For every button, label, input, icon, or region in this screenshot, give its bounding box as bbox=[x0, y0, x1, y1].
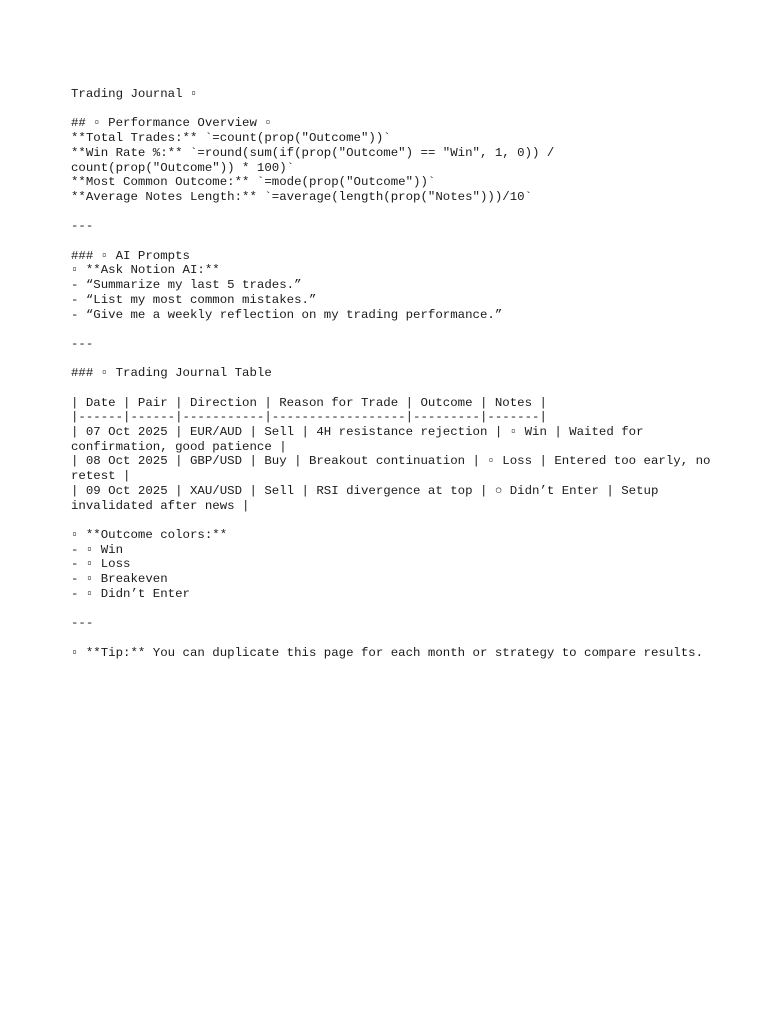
table-row: | 07 Oct 2025 | EUR/AUD | Sell | 4H resistance rejection | ▫ Win | Waited for confirmation, good patience | bbox=[71, 425, 651, 454]
blank-line bbox=[71, 631, 712, 646]
blank-line bbox=[71, 352, 712, 367]
divider: --- bbox=[71, 336, 94, 351]
document-body bbox=[71, 87, 718, 660]
blank-line bbox=[71, 234, 712, 249]
heading-ai-prompts: ### ▫ AI Prompts bbox=[71, 248, 190, 263]
prompt-item: - “List my most common mistakes.” bbox=[71, 292, 317, 307]
blank-line bbox=[71, 381, 712, 396]
prompt-item: - “Summarize my last 5 trades.” bbox=[71, 278, 302, 293]
doc-title: Trading Journal ▫ bbox=[71, 87, 198, 101]
blank-line bbox=[71, 322, 712, 337]
table-row: | 08 Oct 2025 | GBP/USD | Buy | Breakout continuation | ▫ Loss | Entered too early, no retest | bbox=[71, 454, 718, 484]
heading-performance-overview: ## ▫ Performance Overview ▫ bbox=[71, 116, 272, 131]
blank-line bbox=[71, 205, 712, 220]
divider: --- bbox=[71, 219, 94, 234]
ask-notion-ai-line: ▫ **Ask Notion AI:** bbox=[71, 263, 220, 278]
win-rate-line: **Win Rate %:** `=round(sum(if(prop("Outcome") == "Win", 1, 0)) / count(prop("Outcome")) * 100)` bbox=[71, 145, 562, 175]
table-separator-row: |------|------|-----------|------------------|---------|-------| bbox=[71, 410, 547, 425]
table-row: | 09 Oct 2025 | XAU/USD | Sell | RSI divergence at top | ○ Didn’t Enter | Setup invalidated after news | bbox=[71, 483, 666, 513]
blank-line bbox=[71, 102, 712, 117]
outcome-item: - ▫ Breakeven bbox=[71, 572, 168, 587]
outcome-colors-heading: ▫ **Outcome colors:** bbox=[71, 527, 228, 542]
divider: --- bbox=[71, 616, 94, 631]
outcome-item: - ▫ Didn’t Enter bbox=[71, 586, 190, 601]
table-header-row: | Date | Pair | Direction | Reason for Trade | Outcome | Notes | bbox=[71, 395, 547, 410]
outcome-item: - ▫ Win bbox=[71, 542, 124, 557]
average-notes-length-line: **Average Notes Length:** `=average(length(prop("Notes")))/10` bbox=[71, 189, 533, 204]
outcome-item: - ▫ Loss bbox=[71, 557, 131, 572]
most-common-outcome-line: **Most Common Outcome:** `=mode(prop("Outcome"))` bbox=[71, 175, 436, 190]
tip-line: ▫ **Tip:** You can duplicate this page for each month or strategy to compare results. bbox=[71, 645, 704, 660]
total-trades-line: **Total Trades:** `=count(prop("Outcome"))` bbox=[71, 131, 391, 146]
prompt-item: - “Give me a weekly reflection on my trading performance.” bbox=[71, 307, 503, 322]
heading-trading-journal-table: ### ▫ Trading Journal Table bbox=[71, 366, 272, 381]
blank-line bbox=[71, 602, 712, 617]
blank-line bbox=[71, 513, 712, 528]
